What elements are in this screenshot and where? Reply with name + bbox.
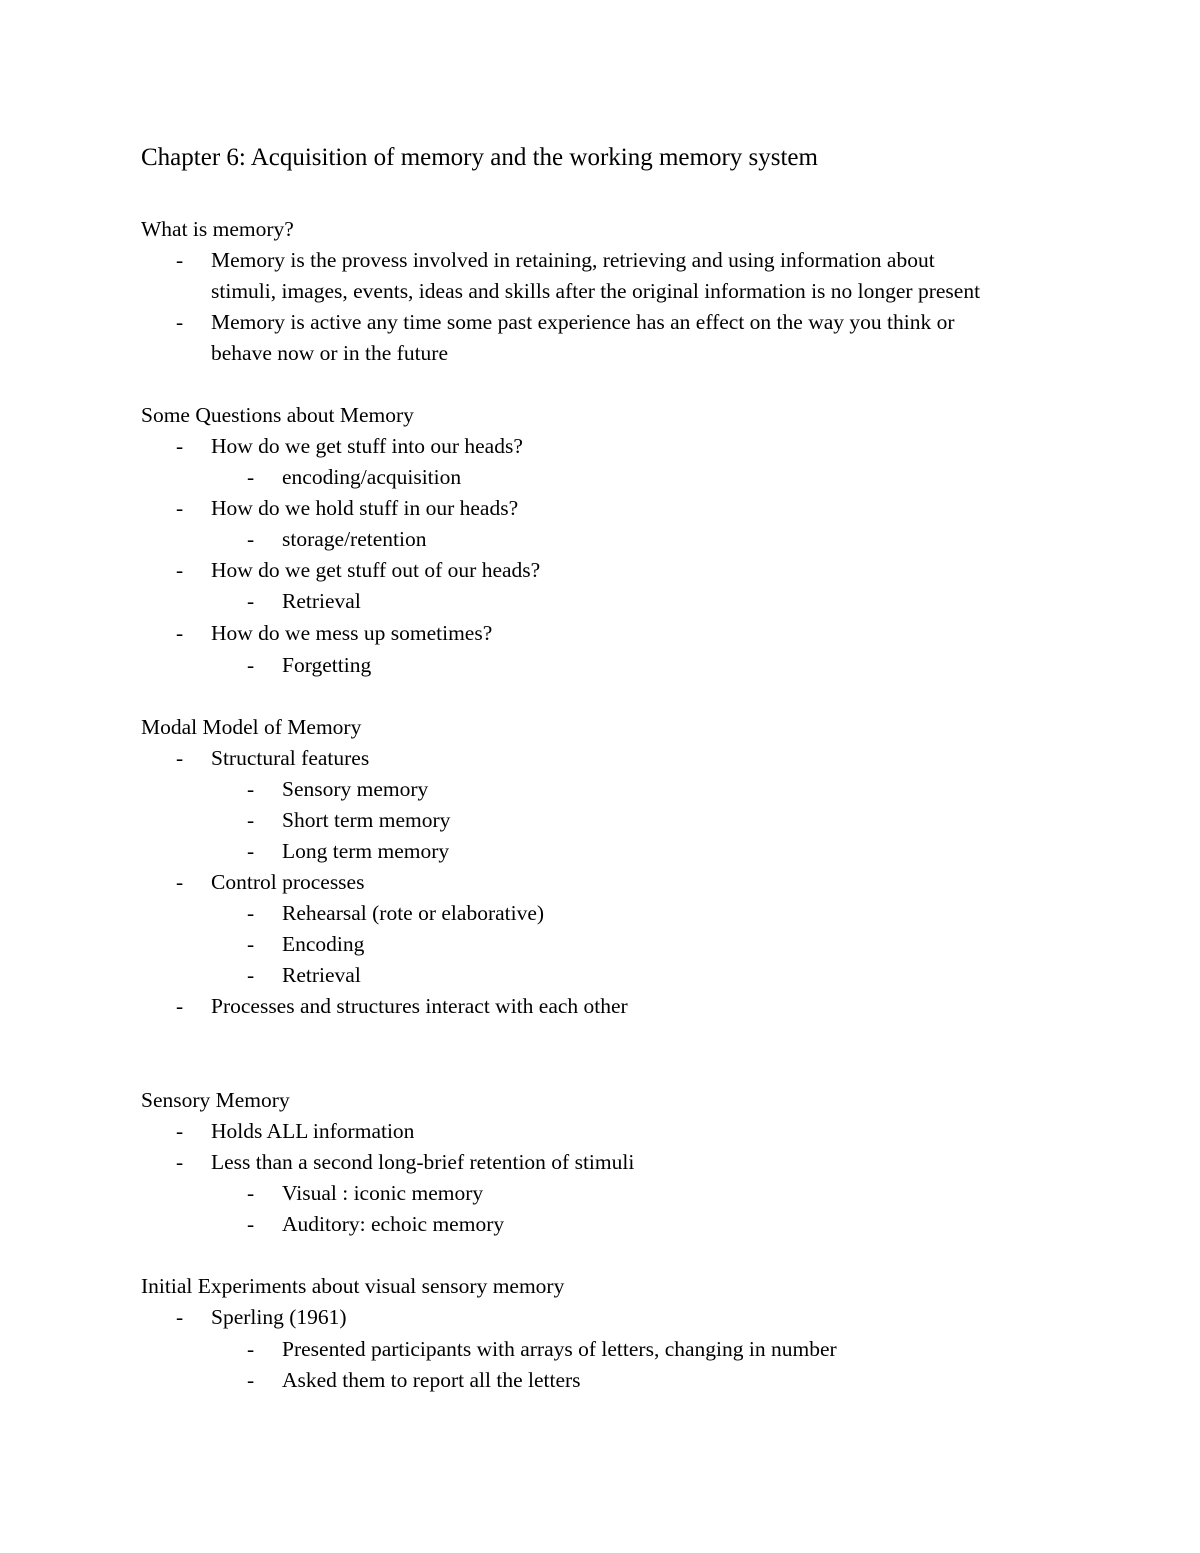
bullet-text: Sperling (1961)	[211, 1305, 347, 1329]
bullet-text: How do we mess up sometimes?	[211, 621, 493, 645]
page-title: Chapter 6: Acquisition of memory and the working memory system	[141, 144, 818, 171]
bullet-text: How do we get stuff into our heads?	[211, 434, 523, 458]
bullet-text: Memory is active any time some past experience has an effect on the way you think or	[211, 310, 955, 334]
sub-bullet-text: Visual : iconic memory	[282, 1181, 484, 1205]
bullet-text: Control processes	[211, 870, 365, 894]
sub-bullet-text: Forgetting	[282, 653, 372, 677]
bullet-dash: -	[176, 870, 184, 894]
sub-bullet-dash: -	[247, 1212, 255, 1236]
section-heading-sensory-memory: Sensory Memory	[141, 1088, 290, 1112]
sub-bullet-text: Presented participants with arrays of letters, changing in number	[282, 1337, 837, 1361]
sub-bullet-text: Short term memory	[282, 808, 451, 832]
sub-bullet-dash: -	[247, 589, 255, 613]
sub-bullet-dash: -	[247, 1337, 255, 1361]
sub-bullet-dash: -	[247, 932, 255, 956]
sub-bullet-dash: -	[247, 901, 255, 925]
sub-bullet-text: storage/retention	[282, 527, 427, 551]
bullet-dash: -	[176, 746, 184, 770]
sub-bullet-dash: -	[247, 653, 255, 677]
bullet-text: Processes and structures interact with each other	[211, 994, 628, 1018]
bullet-text: Structural features	[211, 746, 370, 770]
sub-bullet-dash: -	[247, 527, 255, 551]
sub-bullet-text: Asked them to report all the letters	[282, 1368, 581, 1392]
bullet-dash: -	[176, 994, 184, 1018]
sub-bullet-dash: -	[247, 465, 255, 489]
section-heading-initial-experiments: Initial Experiments about visual sensory memory	[141, 1274, 565, 1298]
sub-bullet-text: Auditory: echoic memory	[282, 1212, 505, 1236]
bullet-dash: -	[176, 248, 184, 272]
sub-bullet-dash: -	[247, 1368, 255, 1392]
bullet-dash: -	[176, 1150, 184, 1174]
bullet-text: Holds ALL information	[211, 1119, 415, 1143]
sub-bullet-dash: -	[247, 777, 255, 801]
bullet-dash: -	[176, 558, 184, 582]
bullet-text-continued: behave now or in the future	[211, 341, 449, 365]
bullet-dash: -	[176, 434, 184, 458]
sub-bullet-dash: -	[247, 839, 255, 863]
bullet-dash: -	[176, 310, 184, 334]
section-heading-modal-model: Modal Model of Memory	[141, 715, 362, 739]
bullet-dash: -	[176, 1119, 184, 1143]
sub-bullet-dash: -	[247, 1181, 255, 1205]
bullet-dash: -	[176, 1305, 184, 1329]
section-heading-questions: Some Questions about Memory	[141, 403, 414, 427]
sub-bullet-dash: -	[247, 808, 255, 832]
bullet-text-continued: stimuli, images, events, ideas and skills after the original information is no longer present	[211, 279, 981, 303]
bullet-text: How do we hold stuff in our heads?	[211, 496, 519, 520]
sub-bullet-text: Sensory memory	[282, 777, 429, 801]
sub-bullet-text: Long term memory	[282, 839, 450, 863]
sub-bullet-dash: -	[247, 963, 255, 987]
sub-bullet-text: encoding/acquisition	[282, 465, 462, 489]
section-heading-what-is-memory: What is memory?	[141, 217, 294, 241]
bullet-text: Memory is the provess involved in retaining, retrieving and using information about	[211, 248, 935, 272]
bullet-dash: -	[176, 621, 184, 645]
sub-bullet-text: Rehearsal (rote or elaborative)	[282, 901, 545, 925]
sub-bullet-text: Encoding	[282, 932, 365, 956]
bullet-text: Less than a second long-brief retention of stimuli	[211, 1150, 635, 1174]
bullet-text: How do we get stuff out of our heads?	[211, 558, 541, 582]
sub-bullet-text: Retrieval	[282, 963, 361, 987]
bullet-dash: -	[176, 496, 184, 520]
sub-bullet-text: Retrieval	[282, 589, 361, 613]
